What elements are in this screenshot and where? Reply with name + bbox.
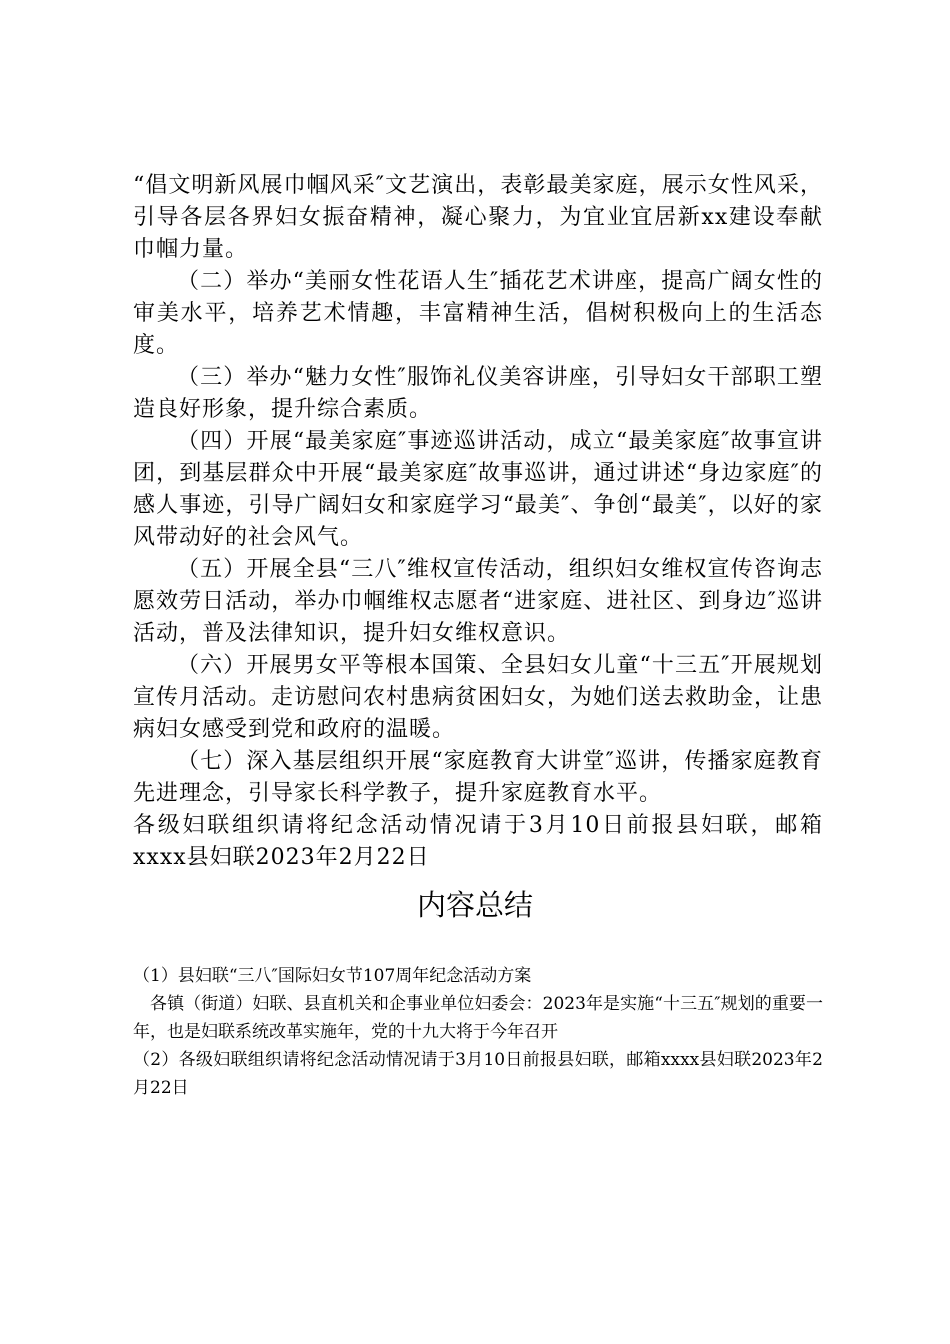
summary-item: （2）各级妇联组织请将纪念活动情况请于3月10日前报县妇联，邮箱xxxx县妇联2023年2月22日 — [133, 1050, 823, 1098]
paragraph-item-4: （四）开展“最美家庭″事迹巡讲活动，成立“最美家庭″故事宣讲团，到基层群众中开展“最美家庭″故事巡讲，通过讲述“身边家庭″的感人事迹，引导广阔妇女和家庭学习“最美″、争创“最美″，以好的家风带动好的社会风气。 — [133, 429, 823, 550]
paragraph-closing: 各级妇联组织请将纪念活动情况请于3月10日前报县妇联，邮箱xxxx县妇联2023年2月22日 — [133, 813, 823, 870]
summary-item: 各镇（街道）妇联、县直机关和企事业单位妇委会：2023年是实施“十三五″规划的重要一年，也是妇联系统改革实施年，党的十九大将于今年召开 — [133, 994, 823, 1042]
paragraph-item-2: （二）举办“美丽女性花语人生″插花艺术讲座，提高广阔女性的审美水平，培养艺术情趣，丰富精神生活，倡树积极向上的生活态度。 — [133, 269, 823, 358]
summary-title: 内容总结 — [416, 888, 533, 922]
paragraph-opening: “倡文明新风展巾帼风采″文艺演出，表彰最美家庭，展示女性风采，引导各层各界妇女振奋精神，凝心聚力，为宜业宜居新xx建设奉献巾帼力量。 — [133, 173, 823, 262]
document-body — [133, 170, 823, 874]
summary-item: （1）县妇联“三八″国际妇女节107周年纪念活动方案 — [133, 966, 532, 986]
paragraph-item-5: （五）开展全县“三八″维权宣传活动，组织妇女维权宣传咨询志愿效劳日活动，举办巾帼维权志愿者“进家庭、进社区、到身边″巡讲活动，普及法律知识，提升妇女维权意识。 — [133, 557, 823, 646]
paragraph-item-6: （六）开展男女平等根本国策、全县妇女儿童“十三五″开展规划宣传月活动。走访慰问农村患病贫困妇女，为她们送去救助金，让患病妇女感受到党和政府的温暖。 — [133, 653, 824, 742]
paragraph-item-3: （三）举办“魅力女性″服饰礼仪美容讲座，引导妇女干部职工塑造良好形象，提升综合素质。 — [133, 365, 823, 422]
paragraph-item-7: （七）深入基层组织开展“家庭教育大讲堂″巡讲，传播家庭教育先进理念，引导家长科学教子，提升家庭教育水平。 — [133, 749, 823, 806]
summary-section — [133, 962, 823, 1102]
